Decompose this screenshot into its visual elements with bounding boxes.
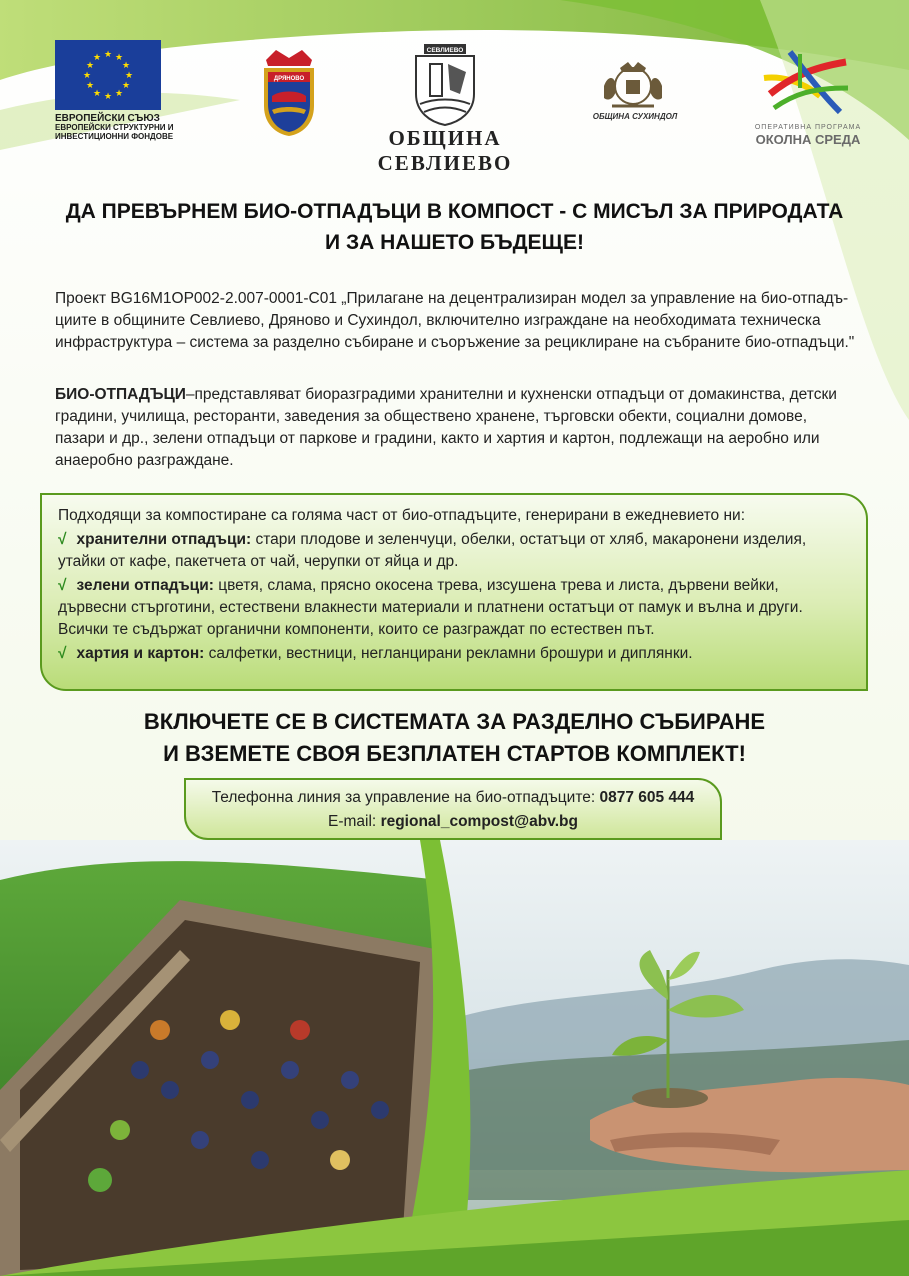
svg-text:★: ★: [114, 53, 124, 63]
checkmark-icon: √: [58, 577, 67, 594]
item-term: хранителни отпадъци:: [76, 531, 252, 548]
svg-text:★: ★: [114, 89, 124, 99]
definition-text: –представляват биоразградими хранителни и кухненски отпадъци от домакинства, детски градини, училища, ресторанти, заведения за обществено хранене, търговски обекти, социални домове, пазари и др., зелени отпадъци от паркове и градини, както и хартия и картон, подлежащи на аеробно или анаеробно разграждане.: [55, 386, 837, 469]
sevlievo-badge: СЕВЛИЕВО: [426, 47, 464, 54]
compost-box-intro: Подходящи за компостиране са голяма част от био-отпадъците, генерирани в ежедневието ни:: [58, 507, 746, 524]
definition-term: БИО-ОТПАДЪЦИ: [55, 386, 186, 403]
email-label: E-mail:: [328, 813, 381, 830]
sevlievo-line1: ОБЩИНА: [388, 126, 502, 150]
compost-and-seedling-photo: [0, 840, 909, 1276]
svg-text:★: ★: [121, 61, 131, 71]
call-to-action: [60, 706, 849, 770]
bio-waste-definition: [55, 384, 855, 472]
cta-line1: ВКЛЮЧЕТЕ СЕ В СИСТЕМАТА ЗА РАЗДЕЛНО СЪБИРАНЕ: [143, 709, 766, 734]
environment-program-logo: [760, 48, 852, 120]
cta-line2: И ВЗЕМЕТЕ СВОЯ БЕЗПЛАТЕН СТАРТОВ КОМПЛЕКТ!: [163, 741, 746, 766]
list-item: [58, 529, 850, 573]
svg-text:★: ★: [121, 81, 131, 91]
svg-text:★: ★: [85, 81, 95, 91]
email-line: [186, 810, 720, 834]
svg-text:★: ★: [124, 71, 134, 81]
environment-program-line2: ОКОЛНА СРЕДА: [755, 132, 861, 147]
dryanovo-coat-of-arms: [258, 46, 320, 138]
main-headline: [40, 196, 869, 258]
dryanovo-label: ДРЯНОВО: [273, 76, 305, 82]
item-term: хартия и картон:: [76, 645, 205, 662]
phone-line: [186, 786, 720, 810]
item-text: стари плодове и зеленчуци, обелки, остатъци от хляб, макаронени изделия, утайки от кафе, пакетчета от чай, черупки от яйца и др.: [58, 531, 807, 570]
compostable-waste-box: [40, 493, 868, 691]
environment-program-line1: ОПЕРАТИВНА ПРОГРАМА: [754, 124, 862, 131]
item-text: салфетки, вестници, негланцирани рекламни брошури и диплянки.: [204, 645, 693, 662]
eu-title: ЕВРОПЕЙСКИ СЪЮЗ: [55, 113, 160, 124]
svg-text:★: ★: [92, 53, 102, 63]
phone-number[interactable]: 0877 605 444: [599, 789, 695, 806]
item-text: цветя, слама, прясно окосена трева, изсушена трева и листа, дървени вейки, дървесни стърготини, естествени влакнести материали и платнени остатъци от памук и вълна и други. Всички те съдържат органични компоненти, които се разграждат по естествен път.: [58, 577, 803, 638]
suhindol-label: ОБЩИНА СУХИНДОЛ: [592, 112, 678, 121]
sevlievo-line2: СЕВЛИЕВО: [377, 151, 513, 175]
email-address[interactable]: regional_compost@abv.bg: [380, 813, 578, 830]
svg-text:★: ★: [85, 61, 95, 71]
headline-line2: И ЗА НАШЕТО БЪДЕЩЕ!: [325, 231, 584, 254]
eu-subtitle-2: ИНВЕСТИЦИОННИ ФОНДОВЕ: [55, 132, 174, 141]
headline-line1: ДА ПРЕВЪРНЕМ БИО-ОТПАДЪЦИ В КОМПОСТ - С МИСЪЛ ЗА ПРИРОДАТА: [65, 200, 844, 223]
eu-logo-text: [55, 114, 195, 141]
checkmark-icon: √: [58, 531, 67, 548]
suhindol-coat-of-arms: [598, 58, 668, 112]
list-item: [58, 575, 850, 641]
list-item: [58, 643, 850, 665]
svg-text:★: ★: [103, 92, 113, 102]
checkmark-icon: √: [58, 645, 67, 662]
eu-subtitle-1: ЕВРОПЕЙСКИ СТРУКТУРНИ И: [55, 123, 174, 132]
eu-flag-logo: [55, 40, 161, 110]
project-description: Проект BG16M1OP002-2.007-0001-C01 „Прилагане на децентрализиран модел за управление на био-отпадъ-циите в общините Севлиево, Дряново и Сухиндол, включително изграждане на необходимата техническа инфраструктура – система за разделно събиране и съоръжение за рециклиране на събраните био-отпадъци.": [55, 290, 855, 351]
contact-box: [184, 778, 722, 840]
svg-text:★: ★: [82, 71, 92, 81]
sevlievo-coat-of-arms: [410, 42, 480, 126]
sevlievo-municipality-name: [370, 126, 520, 176]
phone-label: Телефонна линия за управление на био-отпадъците:: [211, 789, 600, 806]
svg-text:★: ★: [92, 89, 102, 99]
svg-text:★: ★: [103, 50, 113, 60]
item-term: зелени отпадъци:: [76, 577, 214, 594]
